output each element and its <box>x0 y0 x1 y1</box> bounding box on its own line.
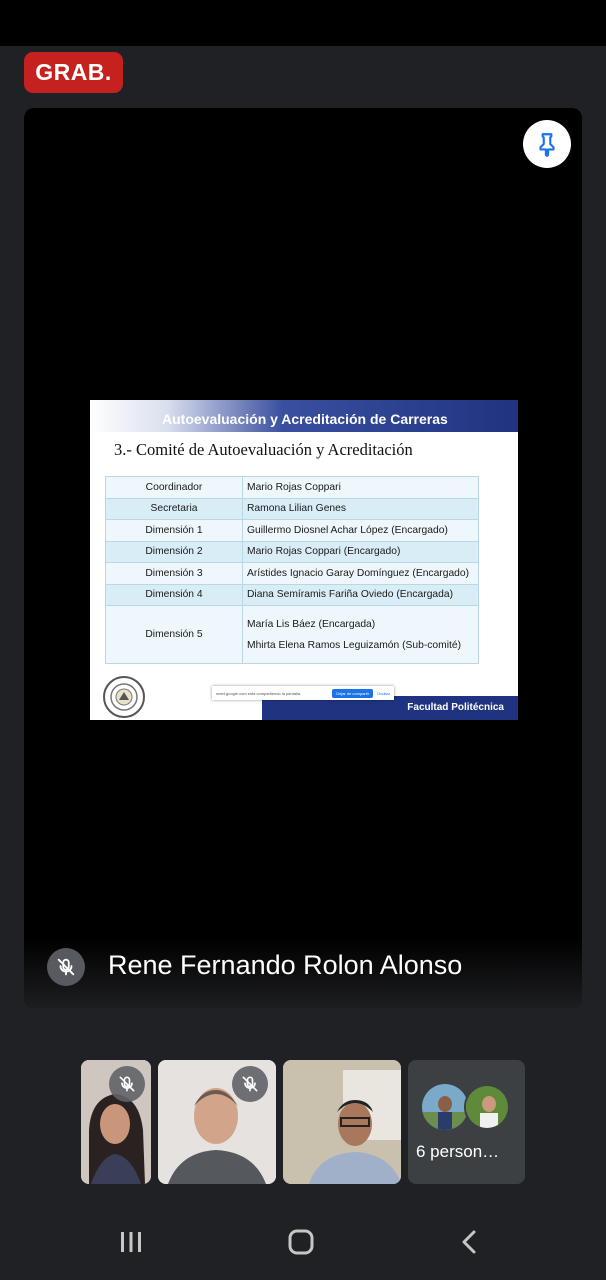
participant-tile[interactable] <box>81 1060 151 1184</box>
muted-indicator <box>47 948 85 986</box>
table-cell-name-line: Mhirta Elena Ramos Leguizamón (Sub-comité) <box>247 639 462 651</box>
table-cell-role: Dimensión 5 <box>106 606 243 664</box>
muted-indicator <box>232 1066 268 1102</box>
participant-tile[interactable] <box>283 1060 401 1184</box>
slide-footer-text: Facultad Politécnica <box>407 702 504 713</box>
participant-overflow-tile[interactable] <box>408 1060 525 1184</box>
table-row <box>106 563 479 585</box>
recents-icon <box>118 1229 144 1255</box>
table-cell-name: Mario Rojas Coppari (Encargado) <box>243 541 479 563</box>
slide-header-title: Autoevaluación y Acreditación de Carreras <box>162 411 448 427</box>
recording-badge: GRAB. <box>24 52 123 93</box>
table-cell-name-line: María Lis Báez (Encargada) <box>247 618 376 630</box>
status-bar <box>0 0 606 46</box>
home-icon <box>287 1228 315 1256</box>
table-row <box>106 606 479 664</box>
stop-sharing-button[interactable]: Dejar de compartir <box>332 689 373 698</box>
avatar-photo <box>422 1084 468 1130</box>
participant-tile[interactable] <box>158 1060 276 1184</box>
avatar-photo <box>466 1086 510 1130</box>
shared-screen-slide <box>90 400 518 720</box>
participant-avatar <box>464 1084 510 1130</box>
muted-indicator <box>109 1066 145 1102</box>
pin-icon <box>534 131 560 157</box>
table-row <box>106 584 479 606</box>
slide-subtitle: 3.- Comité de Autoevaluación y Acreditación <box>114 440 413 459</box>
table-cell-role: Coordinador <box>106 477 243 499</box>
table-cell-name: Mario Rojas Coppari <box>243 477 479 499</box>
system-navigation-bar <box>0 1200 606 1280</box>
participant-video <box>283 1060 401 1184</box>
share-notice-text: meet.google.com está compartiendo la pantalla. <box>216 690 302 696</box>
table-row <box>106 477 479 499</box>
mic-off-icon <box>117 1074 137 1094</box>
back-button[interactable] <box>450 1222 490 1262</box>
table-cell-name: Guillermo Diosnel Achar López (Encargado) <box>243 520 479 542</box>
home-button[interactable] <box>281 1222 321 1262</box>
pin-button[interactable] <box>523 120 571 168</box>
mic-off-icon <box>55 956 77 978</box>
main-video-tile[interactable] <box>24 108 582 1008</box>
seal-icon <box>109 682 139 712</box>
committee-table <box>105 476 479 664</box>
table-cell-name <box>243 606 479 664</box>
table-cell-role: Secretaria <box>106 498 243 520</box>
speaker-label-bar <box>24 938 582 1008</box>
more-participants-label: 6 person… <box>416 1142 500 1161</box>
slide-header-bar <box>90 400 518 432</box>
table-cell-role: Dimensión 2 <box>106 541 243 563</box>
university-seal-logo <box>103 676 145 718</box>
mic-off-icon <box>240 1074 260 1094</box>
table-cell-name: Ramona Lilian Genes <box>243 498 479 520</box>
speaker-name: Rene Fernando Rolon Alonso <box>108 950 463 980</box>
table-row <box>106 520 479 542</box>
table-row <box>106 541 479 563</box>
table-cell-role: Dimensión 1 <box>106 520 243 542</box>
table-cell-name: Diana Semíramis Fariña Oviedo (Encargada) <box>243 584 479 606</box>
screen-share-notice <box>212 686 394 700</box>
table-row <box>106 498 479 520</box>
table-cell-role: Dimensión 4 <box>106 584 243 606</box>
table-cell-role: Dimensión 3 <box>106 563 243 585</box>
participant-avatar <box>422 1084 468 1130</box>
hide-notice-button[interactable]: Ocultar <box>377 690 390 696</box>
table-cell-name: Arístides Ignacio Garay Domínguez (Encargado) <box>243 563 479 585</box>
recent-apps-button[interactable] <box>111 1222 151 1262</box>
back-icon <box>457 1229 483 1255</box>
